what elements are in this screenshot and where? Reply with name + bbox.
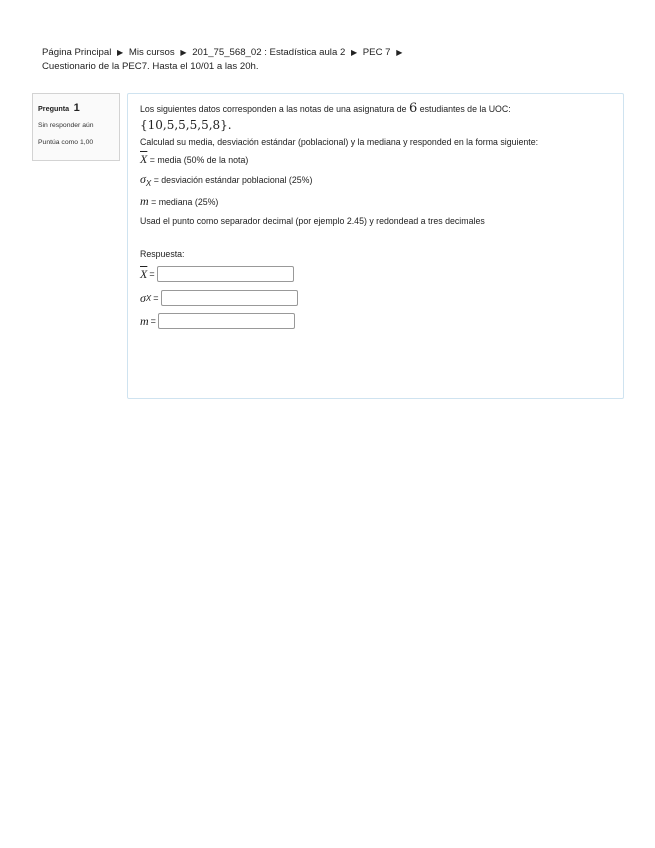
breadcrumb-separator-icon: ▶ [350,48,358,57]
breadcrumb-home[interactable]: Página Principal [42,47,112,58]
median-symbol: m [140,194,149,208]
breadcrumb-my-courses[interactable]: Mis cursos [128,47,175,58]
breadcrumb-separator-icon: ▶ [117,48,124,57]
instruction: Calculad su media, desviación estándar (poblacional) y la mediana y responded en la forma siguiente: [140,137,539,147]
mean-symbol: $\overline{X}$ [140,152,148,166]
question-info [32,93,120,161]
def-mean-text: = media (50% de la nota) [147,155,249,165]
sd-input[interactable] [161,290,298,306]
def-sd-text: = desviación estándar poblacional (25%) [151,175,313,185]
n-students: 6 [409,101,418,116]
answer-median-row [140,311,611,331]
def-median-text: = mediana (25%) [148,197,219,207]
mean-input[interactable] [157,266,294,282]
median-input[interactable] [158,313,295,329]
question-score: Puntúa como 1,00 [38,139,94,146]
breadcrumb-current: Cuestionario de la PEC7. Hasta el 10/01 a las 20h. [42,61,259,72]
def-sd [140,173,611,190]
question-content [127,93,624,399]
breadcrumb [42,46,502,74]
answer-mean-equals: = [149,269,155,279]
sd-subscript: X [145,179,152,188]
question-label: Pregunta [38,104,70,113]
answer-sd-symbol: σ [140,290,146,305]
intro-text-a: Los siguientes datos corresponden a las notas de una asignatura de [140,104,407,114]
question-intro [140,102,611,116]
answer-median-equals: = [150,316,156,326]
question-number: 1 [73,102,80,114]
answer-sd-row [140,288,611,308]
breadcrumb-separator-icon: ▶ [180,48,187,57]
breadcrumb-separator-icon: ▶ [396,48,403,57]
breadcrumb-course[interactable]: 201_75_568_02 : Estadística aula 2 [192,47,346,58]
dataset: {10,5,5,5,5,8}. [140,118,232,132]
breadcrumb-pec[interactable]: PEC 7 [362,47,391,58]
answer-mean-row [140,264,611,284]
def-median [140,195,611,209]
answer-sd-equals: = [153,293,159,303]
answer-sd-subscript: X [145,293,152,303]
def-mean [140,153,611,167]
intro-text-b: estudiantes de la UOC: [419,104,511,114]
question-title [38,98,114,116]
sd-symbol: σ [140,172,146,186]
question-status: Sin responder aún [38,122,94,129]
decimal-note: Usad el punto como separador decimal (por ejemplo 2.45) y redondead a tres decimales [140,216,485,226]
answer-label: Respuesta: [140,249,185,259]
answer-median-symbol: m [140,313,149,328]
answer-mean-symbol: $\overline{X}$ [140,266,148,281]
